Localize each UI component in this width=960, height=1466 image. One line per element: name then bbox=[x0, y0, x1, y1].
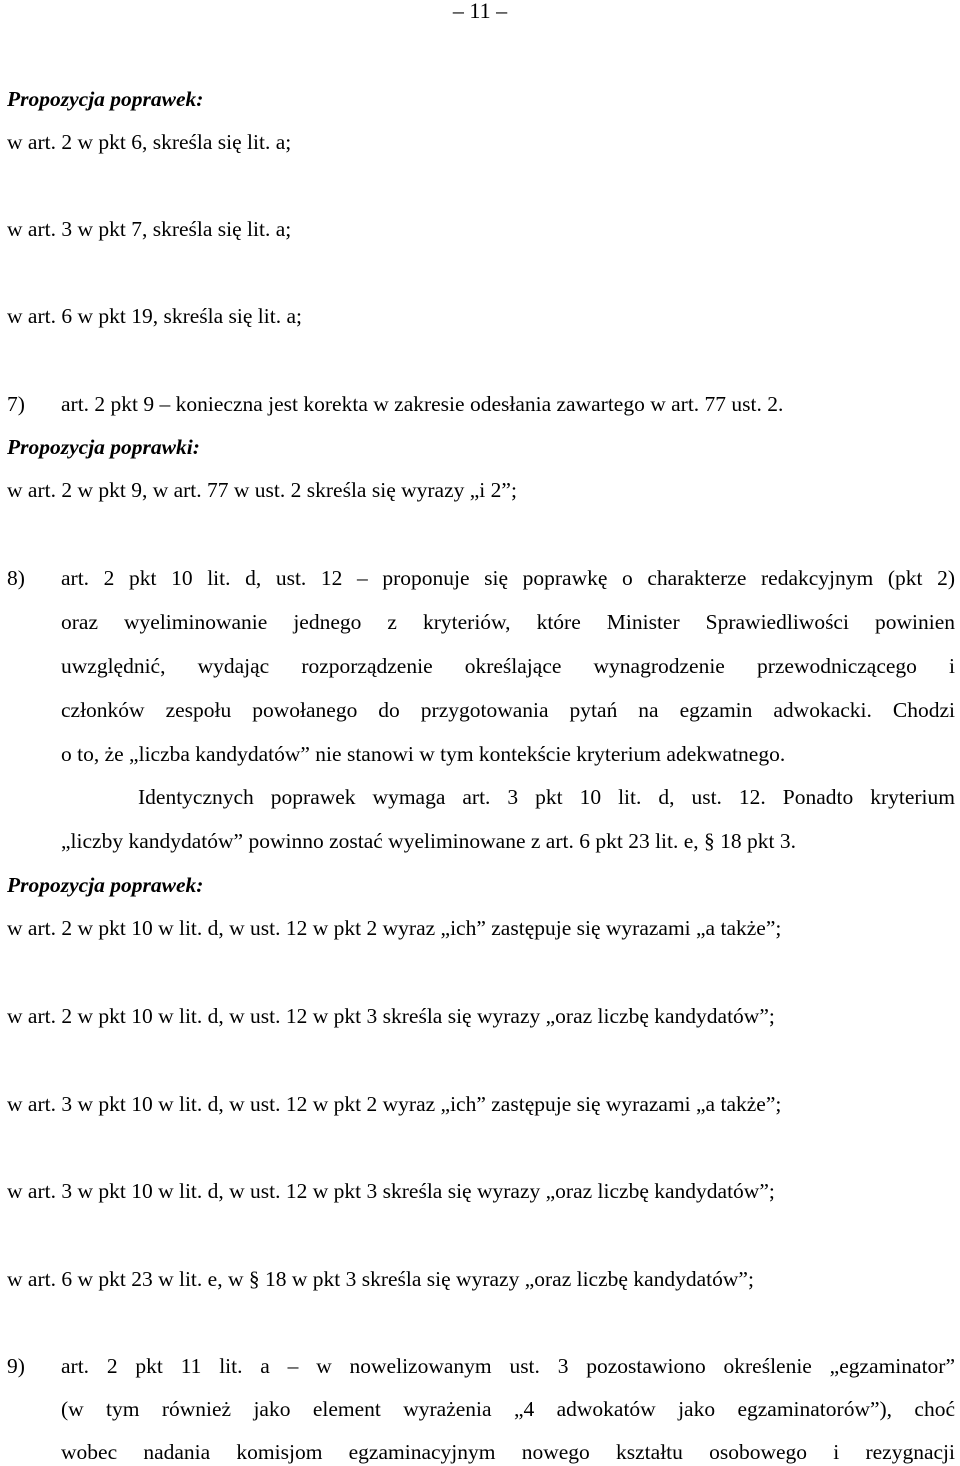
item-number: 8) bbox=[7, 566, 25, 590]
proposal-heading: Propozycja poprawek: bbox=[7, 873, 204, 897]
item-text-line: wobec nadania komisjom egzaminacyjnym nowego kształtu osobowego i rezygnacji bbox=[61, 1440, 955, 1464]
page-number: – 11 – bbox=[452, 0, 508, 23]
item-text-line: o to, że „liczba kandydatów” nie stanowi w tym kontekście kryterium adekwatnego. bbox=[61, 742, 786, 766]
item-text-line: członków zespołu powołanego do przygotowania pytań na egzamin adwokacki. Chodzi bbox=[61, 698, 955, 722]
proposal-line: w art. 2 w pkt 10 w lit. d, w ust. 12 w pkt 2 wyraz „ich” zastępuje się wyrazami „a także”; bbox=[7, 916, 782, 940]
item-text-line: oraz wyeliminowanie jednego z kryteriów, które Minister Sprawiedliwości powinien bbox=[61, 610, 955, 634]
proposal-line: w art. 3 w pkt 10 w lit. d, w ust. 12 w pkt 3 skreśla się wyrazy „oraz liczbę kandydatów”; bbox=[7, 1179, 775, 1203]
item-text-line: art. 2 pkt 11 lit. a – w nowelizowanym ust. 3 pozostawiono określenie „egzaminator” bbox=[61, 1354, 955, 1378]
item-text-line: „liczby kandydatów” powinno zostać wyeliminowane z art. 6 pkt 23 lit. e, § 18 pkt 3. bbox=[61, 829, 796, 853]
proposal-line: w art. 6 w pkt 19, skreśla się lit. a; bbox=[7, 304, 302, 328]
proposal-heading: Propozycja poprawek: bbox=[7, 87, 204, 111]
proposal-line: w art. 3 w pkt 10 w lit. d, w ust. 12 w pkt 2 wyraz „ich” zastępuje się wyrazami „a także”; bbox=[7, 1092, 782, 1116]
item-text-line: art. 2 pkt 10 lit. d, ust. 12 – proponuje się poprawkę o charakterze redakcyjnym (pkt 2) bbox=[61, 566, 955, 590]
item-text-line: uwzględnić, wydając rozporządzenie określające wynagrodzenie przewodniczącego i bbox=[61, 654, 955, 678]
item-text-line: Identycznych poprawek wymaga art. 3 pkt 10 lit. d, ust. 12. Ponadto kryterium bbox=[138, 785, 955, 809]
proposal-line: w art. 2 w pkt 10 w lit. d, w ust. 12 w pkt 3 skreśla się wyrazy „oraz liczbę kandydatów”; bbox=[7, 1004, 775, 1028]
item-text: art. 2 pkt 9 – konieczna jest korekta w zakresie odesłania zawartego w art. 77 ust. 2. bbox=[61, 392, 784, 416]
proposal-heading: Propozycja poprawki: bbox=[7, 435, 200, 459]
item-text-line: (w tym również jako element wyrażenia „4 adwokatów jako egzaminatorów”), choć bbox=[61, 1397, 955, 1421]
proposal-line: w art. 2 w pkt 6, skreśla się lit. a; bbox=[7, 130, 292, 154]
item-number: 9) bbox=[7, 1354, 25, 1378]
item-number: 7) bbox=[7, 392, 25, 416]
proposal-line: w art. 6 w pkt 23 w lit. e, w § 18 w pkt 3 skreśla się wyrazy „oraz liczbę kandydatów”; bbox=[7, 1267, 754, 1291]
proposal-line: w art. 3 w pkt 7, skreśla się lit. a; bbox=[7, 217, 292, 241]
proposal-line: w art. 2 w pkt 9, w art. 77 w ust. 2 skreśla się wyrazy „i 2”; bbox=[7, 478, 517, 502]
